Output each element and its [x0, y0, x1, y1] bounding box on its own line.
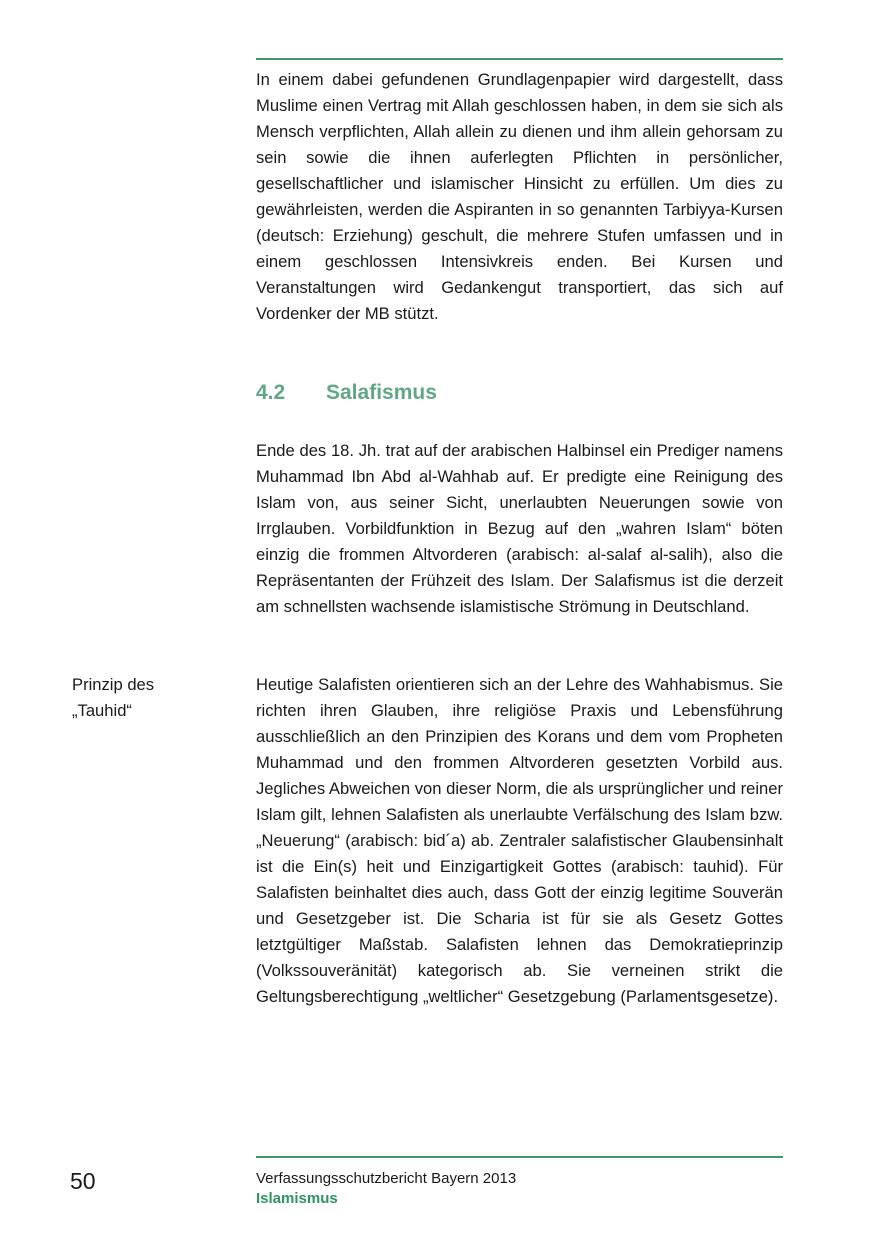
margin-note-line-1: Prinzip des — [72, 675, 155, 694]
bottom-divider — [256, 1156, 783, 1158]
page-number: 50 — [70, 1168, 96, 1194]
footer-report-title: Verfassungsschutzbericht Bayern 2013 — [256, 1170, 517, 1187]
paragraph-tauhid: Heutige Salafisten orientieren sich an der Lehre des Wahhabismus. Sie richten ihren Glauben, ihre religiöse Praxis und Lebensführung ausschließlich an den Prinzipien des Korans und dem vom Propheten Muhammad und den frommen Altvorderen gesetzten Vorbild aus. Jegliches Abweichen von dieser Norm, die als ursprünglicher und reiner Islam gilt, lehnen Salafisten als unerlaubte Verfälschung des Islam bzw. „Neuerung“ (arabisch: bid´a) ab. Zentraler salafistischer Glaubensinhalt ist die Ein(s) heit und Einzigartigkeit Gottes (arabisch: tauhid). Für Salafisten beinhaltet dies auch, dass Gott der einzig legitime Souverän und Gesetzgeber ist. Die Scharia ist für sie als Gesetz Gottes letztgültiger Maßstab. Salafisten lehnen das Demokratieprinzip (Volkssouveränität) kategorisch ab. Sie verneinen strikt die Geltungsberechtigung „weltlicher“ Gesetzgebung (Parlamentsgesetze). — [256, 675, 783, 1006]
paragraph-salafismus-intro: Ende des 18. Jh. trat auf der arabischen Halbinsel ein Prediger namens Muhammad Ibn Abd al-Wahhab auf. Er predigte eine Reinigung des Islam von, aus seiner Sicht, unerlaubten Neuerungen sowie von Irrglauben. Vorbildfunktion in Bezug auf den „wahren Islam“ böten einzig die frommen Altvorderen (arabisch: al-salaf al-salih), also die Repräsentanten der Frühzeit des Islam. Der Salafismus ist die derzeit am schnellsten wachsende islamistische Strömung in Deutschland. — [256, 441, 783, 616]
margin-note — [72, 672, 232, 724]
section-heading — [256, 381, 437, 405]
margin-note-line-2: „Tauhid“ — [72, 701, 132, 720]
top-divider — [256, 58, 783, 60]
paragraph-grundlagenpapier: In einem dabei gefundenen Grundlagenpapier wird dargestellt, dass Muslime einen Vertrag mit Allah geschlossen haben, in dem sie sich als Mensch verpflichten, Allah allein zu dienen und ihm allein gehorsam zu sein sowie die ihnen auferlegten Pflichten in persönlicher, gesellschaftlicher und islamischer Hinsicht zu erfüllen. Um dies zu gewährleisten, werden die Aspiranten in so genannten Tarbiyya-Kursen (deutsch: Erziehung) geschult, die mehrere Stufen umfassen und in einem geschlossen Intensivkreis enden. Bei Kursen und Veranstaltungen wird Gedankengut transportiert, das sich auf Vordenker der MB stützt. — [256, 70, 783, 323]
section-title: Salafismus — [326, 381, 437, 404]
footer-section-name: Islamismus — [256, 1190, 338, 1207]
section-number: 4.2 — [256, 381, 286, 404]
